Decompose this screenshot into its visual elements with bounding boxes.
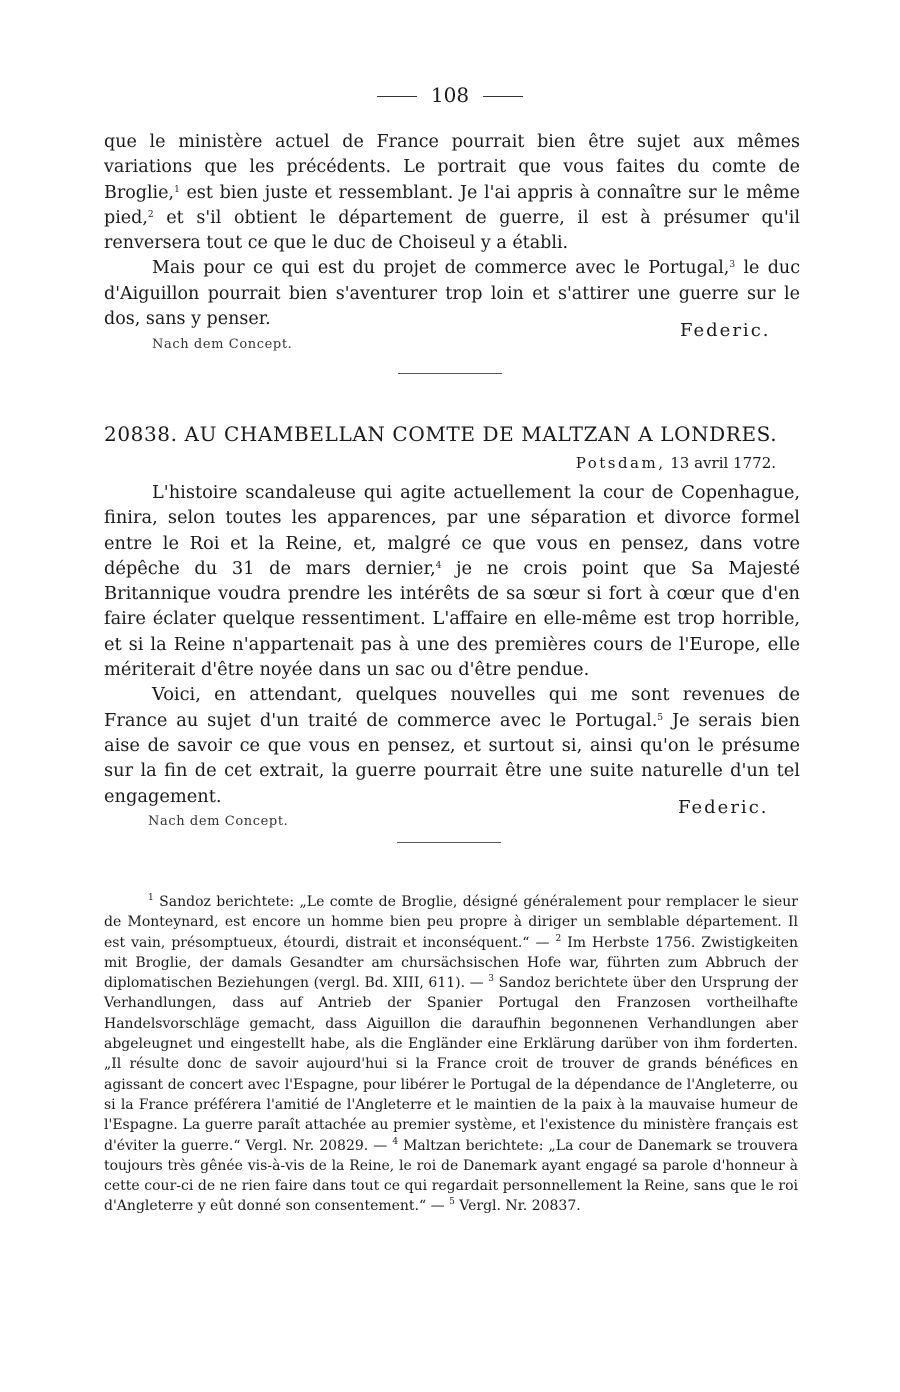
date-place: Potsdam, — [575, 454, 666, 472]
footnote-text: $^1$ Sandoz berichtete: „Le comte de Broglie, désigné généralement pour remplacer le sieur de Monteynard, est encore un homme bien peu propre à diriger un semblable département. Il est vain, présomptueux, étourdi, distrait et inconséquent.“ — $^2$ Im Herbste 1756. Zwistigkeiten mit Broglie, der damals Gesandter am chursächsischen Hofe war, führten zum Abbruch der diplomatischen Beziehungen (vergl. Bd. XIII, 611). — $^3$ Sandoz berichtete über den Ursprung der Verhandlungen, dass auf Antrieb der Spanier Portugal den Franzosen vortheilhafte Handelsvorschläge gemacht, dass Aiguillon die daraufhin begonnenen Verhandlungen aber abgeleugnet und eingestellt habe, als die Engländer eine Erklärung darüber von ihm forderten. „Il résulte donc de savoir aujourd'hui si la France croit de trouver de grands bénéfices en agissant de concert avec l'Espagne, pour libérer le Portugal de la dépendance de l'Angleterre, ou si la France préférera l'amitié de l'Angleterre et le maintien de la paix à la mauvaise humeur de l'Espagne. La guerre paraît attachée au premier système, et l'existence du ministère français est d'éviter la guerre.“ Vergl. Nr. 20829. — $^4$ Maltzan berichtete: „La cour de Danemark se trouvera toujours très gênée vis-à-vis de la Reine, le roi de Danemark ayant engagé sa parole d'honneur à cette cour-ci de ne rien faire dans tout ce qui regardait personnellement la Reine, sans que le roi d'Angleterre y eût donné son consentement.“ — $^5$ Vergl. Nr. 20837. — [104, 893, 799, 1215]
paragraph: L'histoire scandaleuse qui agite actuellement la cour de Copenhague, finira, selon toutes les apparences, par une séparation et divorce formel entre le Roi et la Reine, et, malgré ce que vous en pensez, dans votre dépêche du 31 de mars dernier,$^4$ je ne crois point que Sa Majesté Britannique voudra prendre les intérêts de sa sœur si fort à cœur que d'en faire éclater quelque ressentiment. L'affaire en elle-même est trop horrible, et si la Reine n'appartenait pas à une des premières cours de l'Europe, elle mériterait d'être noyée dans un sac ou d'être pendue. — [104, 482, 800, 681]
section-divider — [398, 373, 502, 374]
signature: Federic. — [678, 797, 769, 818]
letter-body — [104, 480, 800, 809]
footnote-ref: 4 — [435, 560, 442, 571]
footnote-mark: 1 — [148, 893, 154, 903]
footnote-ref: 2 — [147, 209, 154, 220]
footnote-mark: 3 — [488, 974, 495, 985]
footnote-ref: 3 — [729, 260, 736, 271]
letter-heading: 20838. AU CHAMBELLAN COMTE DE MALTZAN A LONDRES. — [104, 422, 778, 446]
letter-continuation — [104, 130, 800, 332]
footnote-ref: 1 — [174, 184, 180, 195]
paragraph: Mais pour ce qui est du projet de commerce avec le Portugal,$^3$ le duc d'Aiguillon pourrait bien s'aventurer trop loin et s'attirer une guerre sur le dos, sans y penser. — [104, 258, 800, 330]
header-rule-left — [377, 96, 417, 97]
page-number: 108 — [430, 83, 470, 107]
running-head — [0, 82, 900, 108]
dateline — [104, 452, 776, 474]
date: 13 avril 1772. — [665, 454, 776, 472]
source-note: Nach dem Concept. — [148, 814, 289, 829]
footnote-mark: 4 — [392, 1136, 399, 1147]
section-divider — [397, 842, 501, 843]
source-note: Nach dem Concept. — [152, 337, 293, 352]
header-rule-right — [483, 96, 523, 97]
footnotes — [104, 892, 798, 1217]
footnote-mark: 2 — [555, 933, 562, 944]
signature: Federic. — [680, 320, 771, 341]
paragraph: Voici, en attendant, quelques nouvelles qui me sont revenues de France au sujet d'un traité de commerce avec le Portugal.$^5$ Je serais bien aise de savoir ce que vous en pensez, et surtout si, ainsi qu'on le présume sur la fin de cet extrait, la guerre pourrait être une suite naturelle d'un tel engagement. — [104, 684, 800, 807]
footnote-ref: 5 — [657, 712, 664, 723]
footnote-mark: 5 — [449, 1197, 455, 1208]
paragraph: que le ministère actuel de France pourrait bien être sujet aux mêmes variations que les précédents. Le portrait que vous faites du comte de Broglie,$^1$ est bien juste et ressemblant. Je l'ai appris à connaître sur le même pied,$^2$ et s'il obtient le département de guerre, il est à présumer qu'il renversera tout ce que le duc de Choiseul y a établi. — [104, 132, 800, 254]
